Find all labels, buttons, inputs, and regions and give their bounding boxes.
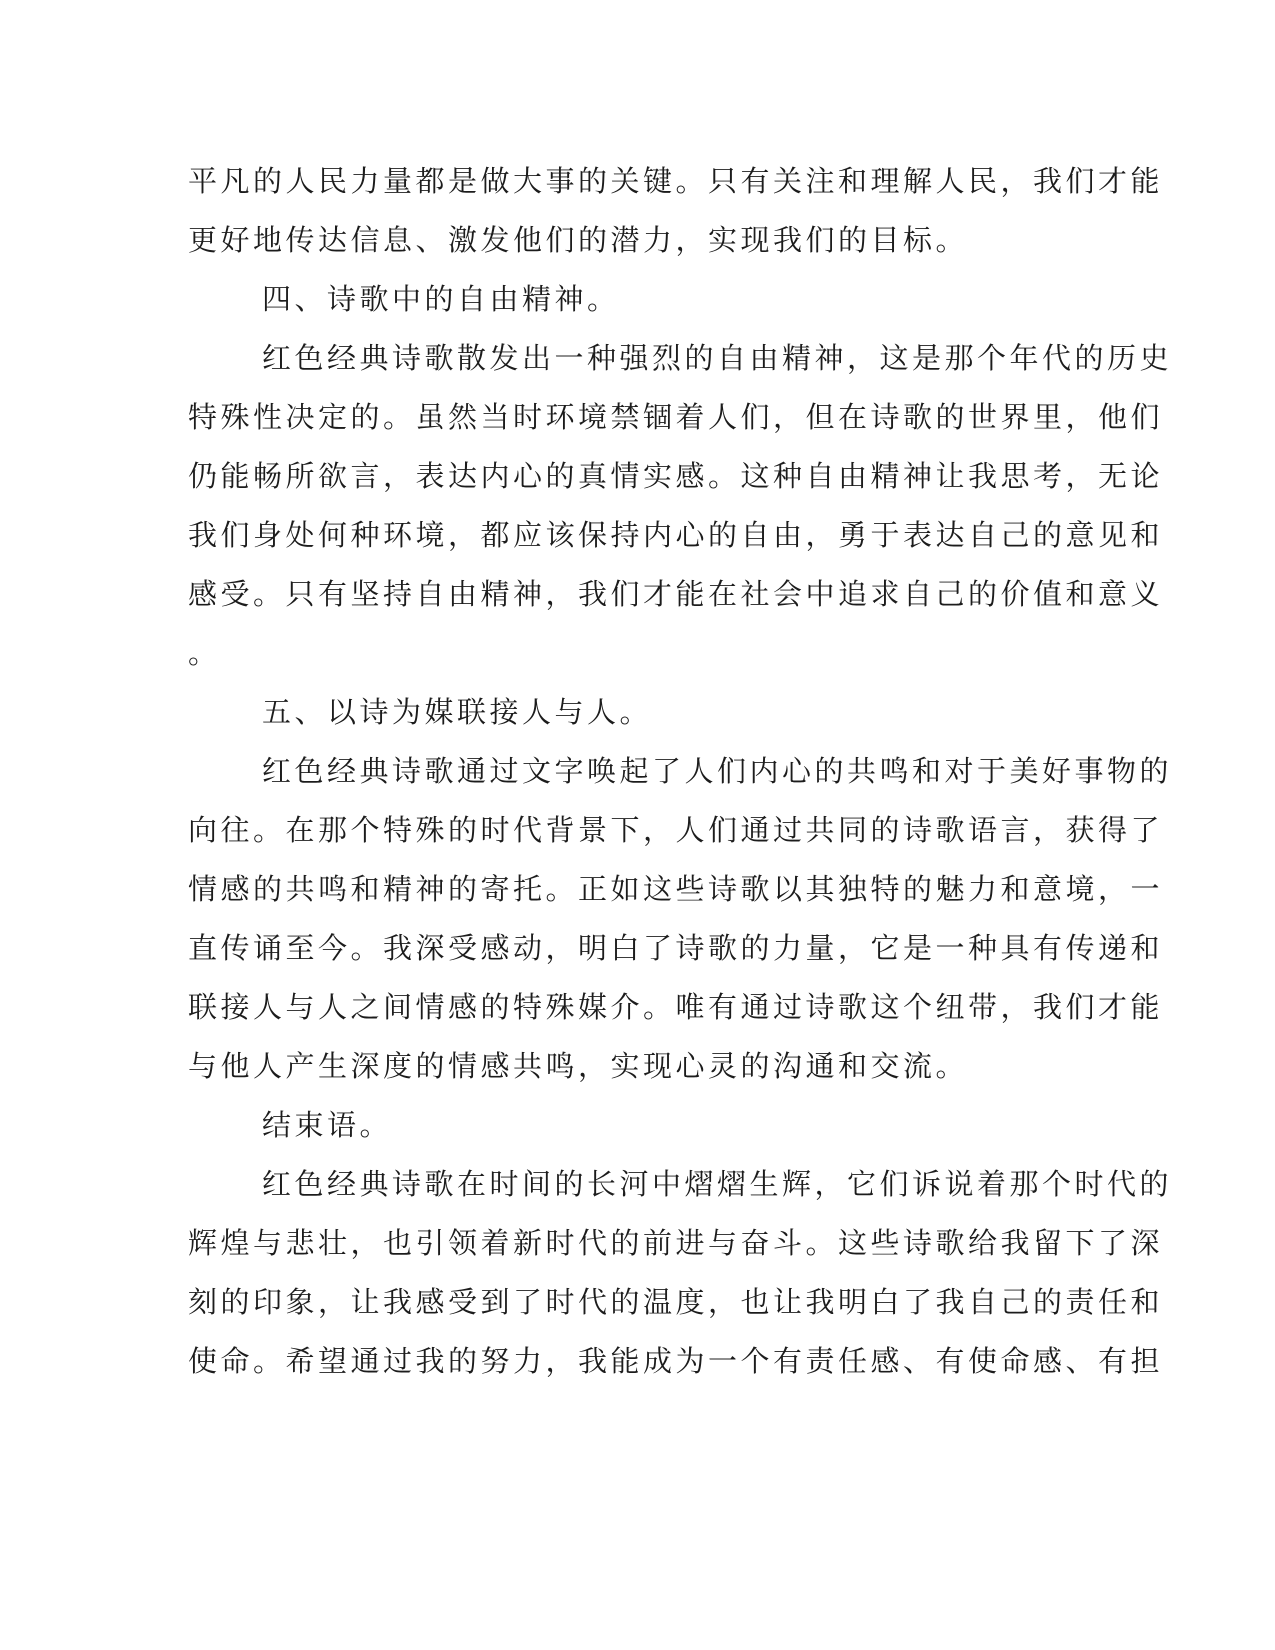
text-line: 向往。在那个特殊的时代背景下，人们通过共同的诗歌语言，获得了	[188, 813, 1164, 847]
text-line: 感受。只有坚持自由精神，我们才能在社会中追求自己的价值和意义	[188, 577, 1164, 611]
text-line: 。	[188, 636, 221, 670]
text-line: 我们身处何种环境，都应该保持内心的自由，勇于表达自己的意见和	[188, 518, 1164, 552]
text-line: 红色经典诗歌散发出一种强烈的自由精神，这是那个年代的历史	[262, 341, 1173, 375]
text-line: 辉煌与悲壮，也引领着新时代的前进与奋斗。这些诗歌给我留下了深	[188, 1226, 1164, 1260]
text-line: 情感的共鸣和精神的寄托。正如这些诗歌以其独特的魅力和意境，一	[188, 872, 1164, 906]
section-heading: 五、以诗为媒联接人与人。	[262, 695, 653, 729]
text-line: 红色经典诗歌在时间的长河中熠熠生辉，它们诉说着那个时代的	[262, 1167, 1173, 1201]
text-line: 仍能畅所欲言，表达内心的真情实感。这种自由精神让我思考，无论	[188, 459, 1164, 493]
text-line: 更好地传达信息、激发他们的潜力，实现我们的目标。	[188, 223, 969, 257]
text-line: 联接人与人之间情感的特殊媒介。唯有通过诗歌这个纽带，我们才能	[188, 990, 1164, 1024]
section-heading: 四、诗歌中的自由精神。	[262, 282, 620, 316]
text-line: 直传诵至今。我深受感动，明白了诗歌的力量，它是一种具有传递和	[188, 931, 1164, 965]
text-line: 刻的印象，让我感受到了时代的温度，也让我明白了我自己的责任和	[188, 1285, 1164, 1319]
text-line: 平凡的人民力量都是做大事的关键。只有关注和理解人民，我们才能	[188, 164, 1164, 198]
section-heading: 结束语。	[262, 1108, 393, 1142]
text-line: 红色经典诗歌通过文字唤起了人们内心的共鸣和对于美好事物的	[262, 754, 1173, 788]
text-line: 特殊性决定的。虽然当时环境禁锢着人们，但在诗歌的世界里，他们	[188, 400, 1164, 434]
text-line: 使命。希望通过我的努力，我能成为一个有责任感、有使命感、有担	[188, 1344, 1164, 1378]
text-line: 与他人产生深度的情感共鸣，实现心灵的沟通和交流。	[188, 1049, 969, 1083]
